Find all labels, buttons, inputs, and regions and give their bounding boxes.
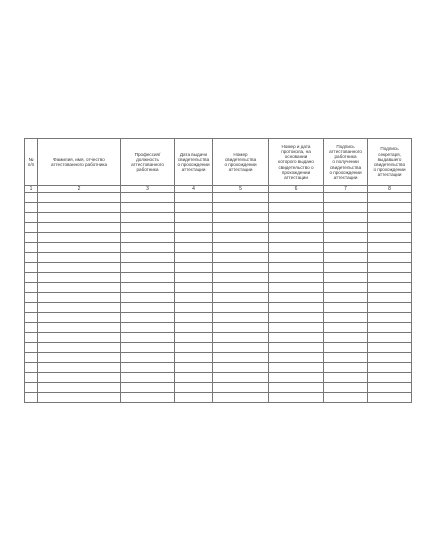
table-cell[interactable]	[368, 203, 412, 213]
table-cell[interactable]	[25, 313, 38, 323]
table-cell[interactable]	[38, 243, 121, 253]
table-cell[interactable]	[25, 223, 38, 233]
table-cell[interactable]	[213, 353, 269, 363]
table-row	[25, 193, 412, 203]
table-cell[interactable]	[324, 233, 368, 243]
table-cell[interactable]	[175, 373, 213, 383]
table-row	[25, 283, 412, 293]
table-cell[interactable]	[269, 373, 324, 383]
table-row	[25, 263, 412, 273]
table-cell[interactable]	[368, 243, 412, 253]
table-cell[interactable]	[38, 283, 121, 293]
table-cell[interactable]	[175, 303, 213, 313]
table-cell[interactable]	[324, 363, 368, 373]
table-cell[interactable]	[324, 283, 368, 293]
column-header-protocol: Номер и дата протокола, на основании которого выдано свидетельство о прохождении аттестации	[269, 139, 324, 186]
table-cell[interactable]	[25, 353, 38, 363]
table-cell[interactable]	[368, 373, 412, 383]
table-cell[interactable]	[213, 223, 269, 233]
table-cell[interactable]	[269, 293, 324, 303]
table-cell[interactable]	[213, 333, 269, 343]
table-cell[interactable]	[175, 273, 213, 283]
table-cell[interactable]	[269, 333, 324, 343]
table-cell[interactable]	[175, 333, 213, 343]
table-cell[interactable]	[25, 363, 38, 373]
table-cell[interactable]	[213, 383, 269, 393]
table-cell[interactable]	[175, 293, 213, 303]
table-cell[interactable]	[121, 323, 175, 333]
table-cell[interactable]	[25, 253, 38, 263]
table-cell[interactable]	[38, 193, 121, 203]
table-cell[interactable]	[175, 323, 213, 333]
table-cell[interactable]	[25, 293, 38, 303]
table-cell[interactable]	[38, 333, 121, 343]
table-cell[interactable]	[269, 353, 324, 363]
table-cell[interactable]	[25, 273, 38, 283]
table-cell[interactable]	[25, 393, 38, 403]
table-cell[interactable]	[368, 193, 412, 203]
table-cell[interactable]	[269, 313, 324, 323]
table-row	[25, 373, 412, 383]
table-row	[25, 333, 412, 343]
table-cell[interactable]	[38, 393, 121, 403]
table-cell[interactable]	[368, 313, 412, 323]
attestation-journal-sheet	[24, 138, 411, 403]
table-row	[25, 293, 412, 303]
table-cell[interactable]	[25, 373, 38, 383]
table-cell[interactable]	[121, 263, 175, 273]
table-cell[interactable]	[368, 363, 412, 373]
table-cell[interactable]	[269, 233, 324, 243]
table-cell[interactable]	[324, 383, 368, 393]
table-cell[interactable]	[121, 223, 175, 233]
table-cell[interactable]	[368, 323, 412, 333]
table-cell[interactable]	[175, 223, 213, 233]
table-cell[interactable]	[175, 203, 213, 213]
table-cell[interactable]	[121, 243, 175, 253]
table-row	[25, 313, 412, 323]
table-cell[interactable]	[25, 323, 38, 333]
table-cell[interactable]	[38, 273, 121, 283]
column-number: 3	[121, 186, 175, 193]
table-row	[25, 253, 412, 263]
attestation-journal-table	[24, 138, 412, 403]
table-row	[25, 303, 412, 313]
table-cell[interactable]	[38, 373, 121, 383]
table-cell[interactable]	[38, 313, 121, 323]
table-cell[interactable]	[121, 193, 175, 203]
table-cell[interactable]	[269, 253, 324, 263]
table-cell[interactable]	[38, 203, 121, 213]
column-header-certificate-number: Номер свидетельства о прохождении аттестации	[213, 139, 269, 186]
table-cell[interactable]	[175, 193, 213, 203]
table-cell[interactable]	[38, 383, 121, 393]
journal-body	[25, 193, 412, 403]
table-cell[interactable]	[121, 353, 175, 363]
table-row	[25, 323, 412, 333]
table-cell[interactable]	[213, 303, 269, 313]
table-cell[interactable]	[25, 213, 38, 223]
column-header-secretary-signature: Подпись секретаря, выдавшего свидетельство о прохождении аттестации	[368, 139, 412, 186]
table-cell[interactable]	[25, 243, 38, 253]
table-cell[interactable]	[324, 273, 368, 283]
table-cell[interactable]	[121, 363, 175, 373]
table-cell[interactable]	[324, 313, 368, 323]
table-cell[interactable]	[368, 303, 412, 313]
table-cell[interactable]	[175, 233, 213, 243]
table-cell[interactable]	[368, 333, 412, 343]
table-cell[interactable]	[25, 343, 38, 353]
table-cell[interactable]	[324, 253, 368, 263]
header-row	[25, 139, 412, 186]
table-cell[interactable]	[269, 363, 324, 373]
table-cell[interactable]	[324, 293, 368, 303]
table-cell[interactable]	[269, 323, 324, 333]
table-cell[interactable]	[269, 393, 324, 403]
table-cell[interactable]	[121, 283, 175, 293]
table-cell[interactable]	[269, 383, 324, 393]
table-cell[interactable]	[269, 303, 324, 313]
table-cell[interactable]	[324, 353, 368, 363]
table-cell[interactable]	[213, 233, 269, 243]
table-cell[interactable]	[121, 213, 175, 223]
table-cell[interactable]	[368, 263, 412, 273]
column-number: 8	[368, 186, 412, 193]
column-header-employee-signature: Подпись аттестованного работника о получении свидетельства о прохождении аттестации	[324, 139, 368, 186]
table-cell[interactable]	[38, 213, 121, 223]
table-cell[interactable]	[324, 223, 368, 233]
table-cell[interactable]	[269, 283, 324, 293]
table-cell[interactable]	[213, 373, 269, 383]
table-cell[interactable]	[38, 253, 121, 263]
table-cell[interactable]	[213, 363, 269, 373]
table-cell[interactable]	[368, 353, 412, 363]
table-cell[interactable]	[38, 363, 121, 373]
table-cell[interactable]	[25, 263, 38, 273]
table-cell[interactable]	[324, 373, 368, 383]
column-header-full-name: Фамилия, имя, отчество аттестованного работника	[38, 139, 121, 186]
table-cell[interactable]	[269, 243, 324, 253]
table-cell[interactable]	[121, 293, 175, 303]
table-cell[interactable]	[324, 303, 368, 313]
table-cell[interactable]	[175, 353, 213, 363]
table-cell[interactable]	[175, 393, 213, 403]
table-cell[interactable]	[368, 213, 412, 223]
table-cell[interactable]	[269, 213, 324, 223]
table-cell[interactable]	[324, 323, 368, 333]
table-cell[interactable]	[175, 243, 213, 253]
table-cell[interactable]	[269, 273, 324, 283]
table-cell[interactable]	[213, 213, 269, 223]
table-cell[interactable]	[25, 203, 38, 213]
table-cell[interactable]	[269, 203, 324, 213]
table-cell[interactable]	[38, 353, 121, 363]
table-cell[interactable]	[213, 203, 269, 213]
table-cell[interactable]	[175, 253, 213, 263]
column-number: 5	[213, 186, 269, 193]
table-cell[interactable]	[175, 313, 213, 323]
table-cell[interactable]	[121, 303, 175, 313]
table-cell[interactable]	[175, 213, 213, 223]
column-number: 2	[38, 186, 121, 193]
table-row	[25, 273, 412, 283]
table-row	[25, 233, 412, 243]
table-cell[interactable]	[121, 333, 175, 343]
table-cell[interactable]	[25, 333, 38, 343]
table-cell[interactable]	[324, 193, 368, 203]
table-cell[interactable]	[213, 393, 269, 403]
table-cell[interactable]	[368, 293, 412, 303]
table-cell[interactable]	[368, 223, 412, 233]
table-cell[interactable]	[25, 383, 38, 393]
table-cell[interactable]	[213, 343, 269, 353]
table-cell[interactable]	[213, 313, 269, 323]
table-cell[interactable]	[213, 263, 269, 273]
table-cell[interactable]	[121, 203, 175, 213]
table-cell[interactable]	[269, 223, 324, 233]
table-cell[interactable]	[269, 193, 324, 203]
table-cell[interactable]	[324, 343, 368, 353]
table-cell[interactable]	[368, 273, 412, 283]
table-cell[interactable]	[121, 273, 175, 283]
column-number: 7	[324, 186, 368, 193]
column-header-issue-date: Дата выдачи свидетельства о прохождении аттестации	[175, 139, 213, 186]
table-row	[25, 243, 412, 253]
table-cell[interactable]	[38, 303, 121, 313]
table-cell[interactable]	[324, 263, 368, 273]
table-cell[interactable]	[38, 223, 121, 233]
table-cell[interactable]	[38, 263, 121, 273]
table-cell[interactable]	[213, 283, 269, 293]
table-cell[interactable]	[121, 383, 175, 393]
table-row	[25, 363, 412, 373]
table-cell[interactable]	[368, 343, 412, 353]
column-number-row	[25, 186, 412, 193]
table-cell[interactable]	[38, 323, 121, 333]
table-cell[interactable]	[368, 283, 412, 293]
table-cell[interactable]	[213, 293, 269, 303]
table-cell[interactable]	[25, 233, 38, 243]
table-cell[interactable]	[175, 283, 213, 293]
table-cell[interactable]	[269, 343, 324, 353]
table-cell[interactable]	[213, 193, 269, 203]
table-cell[interactable]	[175, 263, 213, 273]
table-cell[interactable]	[324, 243, 368, 253]
column-number: 4	[175, 186, 213, 193]
table-cell[interactable]	[175, 383, 213, 393]
table-cell[interactable]	[121, 313, 175, 323]
table-cell[interactable]	[213, 273, 269, 283]
table-cell[interactable]	[269, 263, 324, 273]
table-cell[interactable]	[368, 383, 412, 393]
table-cell[interactable]	[121, 233, 175, 243]
table-cell[interactable]	[25, 193, 38, 203]
table-cell[interactable]	[25, 303, 38, 313]
table-cell[interactable]	[121, 343, 175, 353]
table-row	[25, 203, 412, 213]
table-row	[25, 223, 412, 233]
table-cell[interactable]	[324, 213, 368, 223]
table-cell[interactable]	[38, 233, 121, 243]
table-row	[25, 383, 412, 393]
table-cell[interactable]	[368, 233, 412, 243]
table-row	[25, 343, 412, 353]
column-header-row-number: № п/п	[25, 139, 38, 186]
table-cell[interactable]	[175, 343, 213, 353]
table-cell[interactable]	[121, 253, 175, 263]
table-cell[interactable]	[38, 293, 121, 303]
column-header-profession: Профессия/ должность аттестованного работника	[121, 139, 175, 186]
table-cell[interactable]	[213, 243, 269, 253]
table-row	[25, 353, 412, 363]
table-cell[interactable]	[324, 333, 368, 343]
table-cell[interactable]	[213, 253, 269, 263]
table-cell[interactable]	[25, 283, 38, 293]
column-number: 1	[25, 186, 38, 193]
table-cell[interactable]	[213, 323, 269, 333]
column-number: 6	[269, 186, 324, 193]
table-row	[25, 213, 412, 223]
table-cell[interactable]	[121, 373, 175, 383]
table-cell[interactable]	[38, 343, 121, 353]
table-cell[interactable]	[368, 253, 412, 263]
table-cell[interactable]	[324, 203, 368, 213]
table-cell[interactable]	[175, 363, 213, 373]
table-cell[interactable]	[121, 393, 175, 403]
table-cell[interactable]	[324, 393, 368, 403]
table-cell[interactable]	[368, 393, 412, 403]
table-row	[25, 393, 412, 403]
